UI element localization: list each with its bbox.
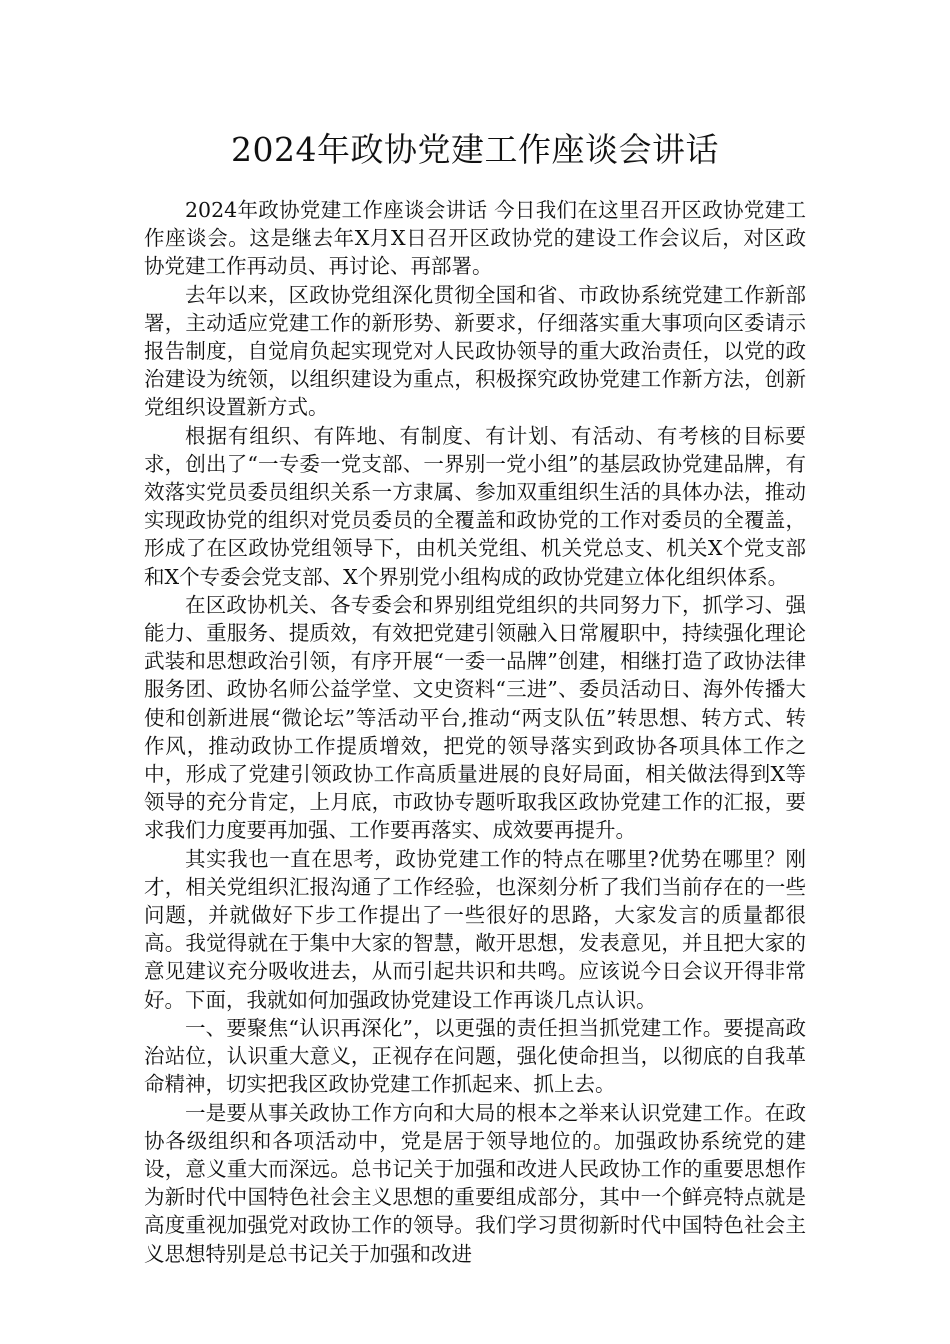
paragraph-5: 其实我也一直在思考，政协党建工作的特点在哪里?优势在哪里？刚才，相关党组织汇报沟通了工作经验，也深刻分析了我们当前存在的一些问题，并就做好下步工作提出了一些很好的思路，大家发言的质量都很高。我觉得就在于集中大家的智慧，敞开思想，发表意见，并且把大家的意见建议充分吸收进去，从而引起共识和共鸣。应该说今日会议开得非常好。下面，我就如何加强政协党建设工作再谈几点认识。 <box>144 846 806 1012</box>
paragraph-6: 一、要聚焦“认识再深化”，以更强的责任担当抓党建工作。要提高政治站位，认识重大意义，正视存在问题，强化使命担当，以彻底的自我革命精神，切实把我区政协党建工作抓起来、抓上去。 <box>144 1015 806 1097</box>
paragraph-4: 在区政协机关、各专委会和界别组党组织的共同努力下，抓学习、强能力、重服务、提质效，有效把党建引领融入日常履职中，持续强化理论武装和思想政治引领，有序开展“一委一品牌”创建，相继打造了政协法律服务团、政协名师公益学堂、文史资料“三进”、委员活动日、海外传播大使和创新进展“微论坛”等活动平台,推动“两支队伍”转思想、转方式、转作风，推动政协工作提质增效，把党的领导落实到政协各项具体工作之中，形成了党建引领政协工作高质量进展的良好局面，相关做法得到X等领导的充分肯定，上月底，市政协专题听取我区政协党建工作的汇报，要求我们力度要再加强、工作要再落实、成效要再提升。 <box>144 592 806 843</box>
paragraph-1: 2024年政协党建工作座谈会讲话 今日我们在这里召开区政协党建工作座谈会。这是继去年X月X日召开区政协党的建设工作会议后，对区政协党建工作再动员、再讨论、再部署。 <box>144 198 806 279</box>
document-title: 2024年政协党建工作座谈会讲话 <box>231 130 719 169</box>
paragraph-7: 一是要从事关政协工作方向和大局的根本之举来认识党建工作。在政协各级组织和各项活动中，党是居于领导地位的。加强政协系统党的建设，意义重大而深远。总书记关于加强和改进人民政协工作的重要思想作为新时代中国特色社会主义思想的重要组成部分，其中一个鲜亮特点就是高度重视加强党对政协工作的领导。我们学习贯彻新时代中国特色社会主义思想特别是总书记关于加强和改进 <box>144 1100 806 1266</box>
document-body <box>144 196 806 1268</box>
paragraph-3: 根据有组织、有阵地、有制度、有计划、有活动、有考核的目标要求，创出了“一专委一党支部、一界别一党小组”的基层政协党建品牌，有效落实党员委员组织关系一方隶属、参加双重组织生活的具体办法，推动实现政协党的组织对党员委员的全覆盖和政协党的工作对委员的全覆盖，形成了在区政协党组领导下，由机关党组、机关党总支、机关X个党支部和X个专委会党支部、X个界别党小组构成的政协党建立体化组织体系。 <box>144 423 806 589</box>
paragraph-2: 去年以来，区政协党组深化贯彻全国和省、市政协系统党建工作新部署，主动适应党建工作的新形势、新要求，仔细落实重大事项向区委请示报告制度，自觉肩负起实现党对人民政协领导的重大政治责任，以党的政治建设为统领，以组织建设为重点，积极探究政协党建工作新方法，创新党组织设置新方式。 <box>144 282 806 420</box>
